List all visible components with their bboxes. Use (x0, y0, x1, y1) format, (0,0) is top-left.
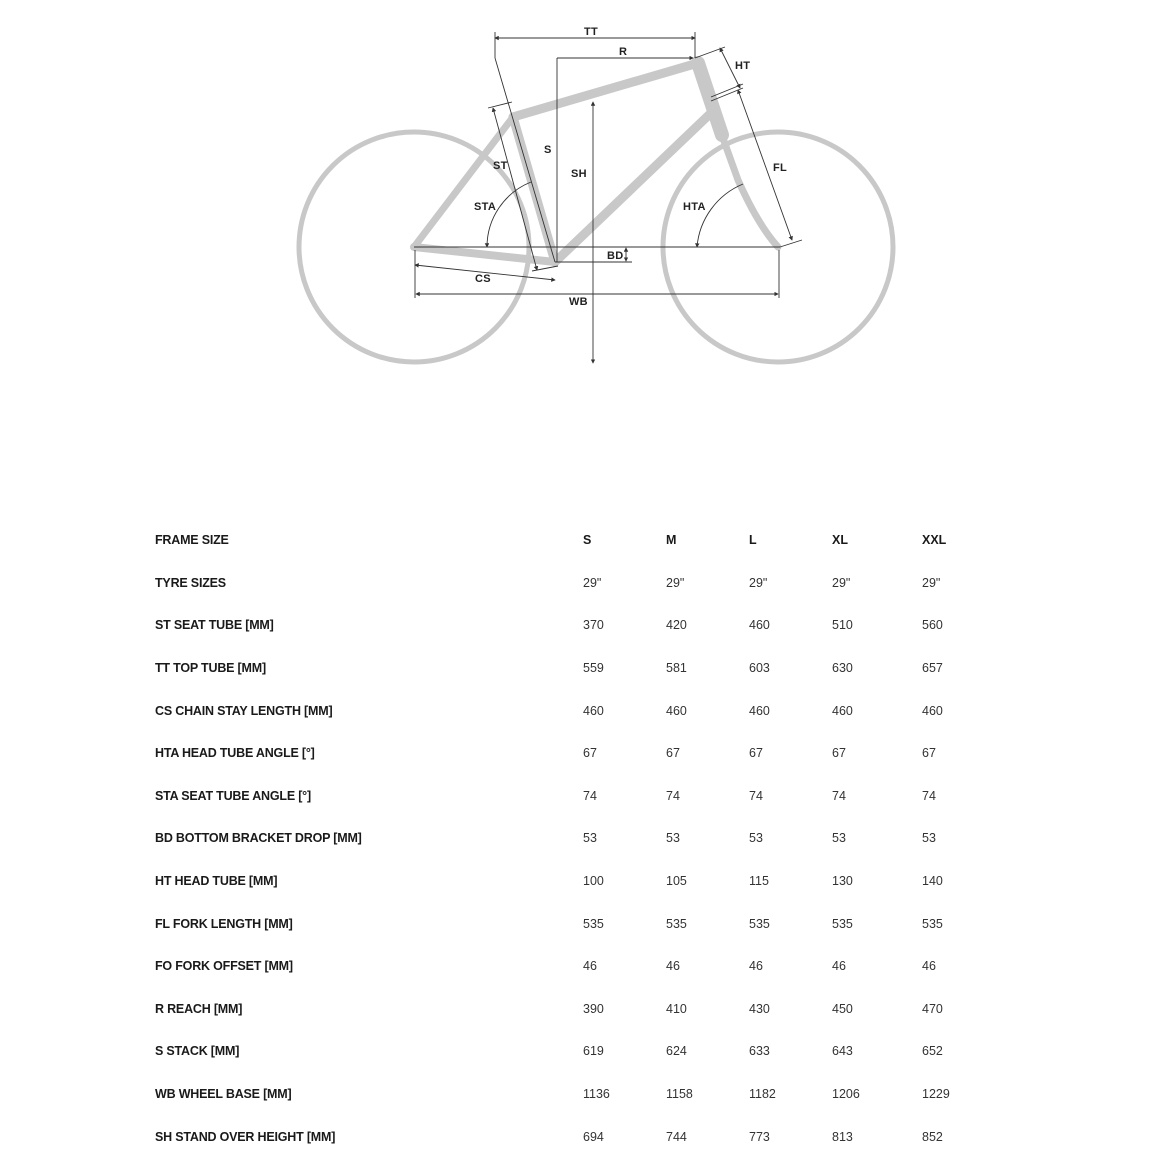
value-cell: 773 (749, 1129, 770, 1144)
value-cell: 643 (832, 1044, 853, 1059)
label-s: S (544, 144, 552, 156)
row-label: ST SEAT TUBE [MM] (155, 618, 274, 633)
label-cs: CS (475, 273, 491, 285)
size-header-cell: M (666, 533, 677, 548)
value-cell: 1182 (749, 1087, 776, 1102)
row-label: WB WHEEL BASE [MM] (155, 1087, 292, 1102)
value-cell: 460 (749, 618, 770, 633)
value-cell: 630 (832, 661, 853, 676)
size-header-cell: XXL (922, 533, 947, 548)
value-cell: 535 (583, 916, 604, 931)
value-cell: 74 (583, 788, 597, 803)
row-label: TYRE SIZES (155, 575, 226, 590)
value-cell: 53 (666, 831, 680, 846)
value-cell: 29" (583, 575, 602, 590)
row-label: FL FORK LENGTH [MM] (155, 916, 293, 931)
value-cell: 430 (749, 1001, 770, 1016)
value-cell: 744 (666, 1129, 687, 1144)
table-row (155, 988, 1002, 1031)
value-cell: 560 (922, 618, 943, 633)
label-hta: HTA (683, 201, 706, 213)
value-cell: 53 (832, 831, 846, 846)
label-fl: FL (773, 162, 788, 174)
value-cell: 603 (749, 661, 770, 676)
label-st: ST (493, 160, 508, 172)
value-cell: 390 (583, 1001, 604, 1016)
value-cell: 420 (666, 618, 687, 633)
value-cell: 67 (832, 746, 846, 761)
value-cell: 67 (583, 746, 597, 761)
value-cell: 624 (666, 1044, 687, 1059)
table-row (155, 604, 1002, 647)
value-cell: 74 (832, 788, 846, 803)
value-cell: 460 (749, 703, 770, 718)
size-header-cell: XL (832, 533, 848, 548)
value-cell: 581 (666, 661, 687, 676)
size-header-cell: S (583, 533, 592, 548)
value-cell: 535 (832, 916, 853, 931)
table-row (155, 817, 1002, 860)
row-label: FO FORK OFFSET [MM] (155, 959, 293, 974)
table-row (155, 1115, 1002, 1158)
value-cell: 130 (832, 874, 853, 889)
value-cell: 46 (922, 959, 936, 974)
table-row (155, 1073, 1002, 1116)
value-cell: 1206 (832, 1087, 860, 1102)
row-label: SH STAND OVER HEIGHT [MM] (155, 1129, 336, 1144)
table-row (155, 1030, 1002, 1073)
value-cell: 53 (583, 831, 597, 846)
value-cell: 470 (922, 1001, 943, 1016)
value-cell: 46 (749, 959, 763, 974)
value-cell: 29" (922, 575, 941, 590)
label-sh: SH (571, 168, 587, 180)
value-cell: 115 (749, 874, 769, 889)
value-cell: 1136 (583, 1087, 610, 1102)
label-wb: WB (569, 296, 588, 308)
value-cell: 657 (922, 661, 943, 676)
table-row (155, 647, 1002, 690)
value-cell: 46 (666, 959, 680, 974)
value-cell: 74 (922, 788, 936, 803)
value-cell: 619 (583, 1044, 604, 1059)
value-cell: 694 (583, 1129, 604, 1144)
label-bd: BD (607, 250, 624, 262)
row-label: HT HEAD TUBE [MM] (155, 874, 278, 889)
value-cell: 460 (583, 703, 604, 718)
value-cell: 100 (583, 874, 604, 889)
value-cell: 410 (666, 1001, 687, 1016)
table-row (155, 562, 1002, 605)
value-cell: 67 (922, 746, 936, 761)
geometry-table (155, 519, 1002, 1158)
row-label: CS CHAIN STAY LENGTH [MM] (155, 703, 333, 718)
bike-geometry-diagram (0, 0, 1163, 400)
value-cell: 460 (832, 703, 853, 718)
label-r: R (619, 46, 628, 58)
value-cell: 53 (922, 831, 936, 846)
row-label: TT TOP TUBE [MM] (155, 661, 266, 676)
row-label: STA SEAT TUBE ANGLE [°] (155, 788, 311, 803)
table-row (155, 732, 1002, 775)
value-cell: 460 (922, 703, 943, 718)
value-cell: 852 (922, 1129, 943, 1144)
value-cell: 46 (583, 959, 597, 974)
value-cell: 510 (832, 618, 853, 633)
size-header-cell: L (749, 533, 757, 548)
value-cell: 559 (583, 661, 604, 676)
geometry-table-body (155, 519, 1002, 1158)
row-label: HTA HEAD TUBE ANGLE [°] (155, 746, 315, 761)
label-ht: HT (735, 60, 751, 72)
value-cell: 370 (583, 618, 604, 633)
value-cell: 535 (666, 916, 687, 931)
value-cell: 67 (666, 746, 680, 761)
bike-frame (414, 63, 778, 262)
value-cell: 460 (666, 703, 687, 718)
value-cell: 29" (666, 575, 685, 590)
value-cell: 1158 (666, 1087, 693, 1102)
row-label: S STACK [MM] (155, 1044, 240, 1059)
value-cell: 74 (666, 788, 680, 803)
table-row (155, 775, 1002, 818)
value-cell: 813 (832, 1129, 853, 1144)
table-row (155, 689, 1002, 732)
value-cell: 53 (749, 831, 763, 846)
table-row (155, 860, 1002, 903)
value-cell: 29" (832, 575, 851, 590)
row-label: R REACH [MM] (155, 1001, 243, 1016)
value-cell: 652 (922, 1044, 943, 1059)
value-cell: 140 (922, 874, 943, 889)
value-cell: 1229 (922, 1087, 950, 1102)
label-tt: TT (584, 26, 599, 38)
label-sta: STA (474, 201, 497, 213)
value-cell: 535 (922, 916, 943, 931)
value-cell: 67 (749, 746, 763, 761)
table-row (155, 902, 1002, 945)
value-cell: 105 (666, 874, 687, 889)
frame-size-header: FRAME SIZE (155, 533, 229, 548)
table-header-row (155, 519, 1002, 562)
value-cell: 46 (832, 959, 846, 974)
value-cell: 29" (749, 575, 768, 590)
value-cell: 633 (749, 1044, 770, 1059)
value-cell: 450 (832, 1001, 853, 1016)
value-cell: 535 (749, 916, 770, 931)
row-label: BD BOTTOM BRACKET DROP [MM] (155, 831, 362, 846)
table-row (155, 945, 1002, 988)
value-cell: 74 (749, 788, 763, 803)
